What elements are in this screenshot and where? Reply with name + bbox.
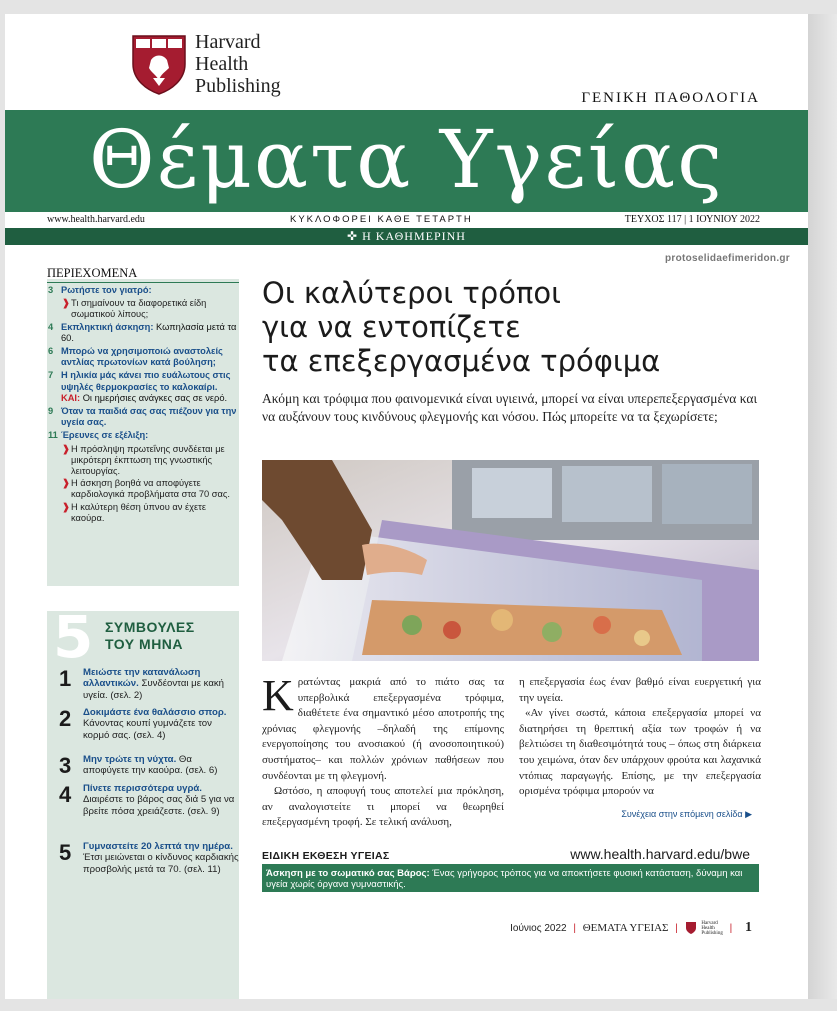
bullet-icon: ❱ [62,443,70,454]
tip-text: Συνδέονται με κακή υγεία. (σελ. 2) [83,678,224,701]
toc-subitem [47,444,239,478]
publisher-line: Publishing [195,75,281,97]
tips-box [47,603,239,999]
tip-item [59,783,239,817]
toc-kai-label: ΚΑΙ: [61,392,81,403]
tips-title-line: ΣΥΜΒΟΥΛΕΣ [105,619,195,635]
website-link[interactable]: www.health.harvard.edu [47,214,145,225]
issue-info: ΤΕΥΧΟΣ 117 | 1 ΙΟΥΝΙΟΥ 2022 [624,214,760,225]
special-report-title: Άσκηση με το σωματικό σας Βάρος: [266,868,430,879]
tip-item [59,841,239,875]
publisher-line: Harvard [195,31,261,53]
bullet-icon: ❱ [62,501,70,512]
toc-title: Ρωτήστε τον γιατρό: [61,285,152,295]
bullet-icon: ❱ [62,298,70,309]
tip-bold: Πίνετε περισσότερα υγρά. [83,783,202,794]
separator: | [573,923,576,934]
tip-number: 1 [59,666,72,691]
toc-title: Μπορώ να χρησιμοποιώ αναστολείς αντλίας πρωτονίων κατά βούληση; [61,346,223,368]
masthead-title: Θέματα Υγείας [88,113,725,206]
mini-publisher-name: Harvard Health Publishing [701,920,723,936]
headline-line: τα επεξεργασμένα τρόφιμα [262,344,661,378]
page-edge-shadow [808,14,837,999]
harvard-shield-logo [131,34,187,96]
toc-subitem [47,502,239,524]
tip-text: Θα αποφύγετε την καούρα. (σελ. 6) [83,754,218,777]
tips-title-line: ΤΟΥ ΜΗΝΑ [105,636,184,652]
toc-page-number: 9 [48,406,54,417]
toc-item[interactable] [47,370,239,404]
headline-line: Οι καλύτεροι τρόποι [262,276,561,310]
headline-line: για να εντοπίζετε [262,310,521,344]
toc-page-number: 11 [48,430,58,441]
article-headline [262,276,772,378]
article-paragraph: «Αν γίνει σωστά, κάποια επεξεργασία μπορεί να διατηρήσει τη θρεπτική αξία των τροφών ή να βελτιώσει τη διαθεσιμότητά τους – όπως στη διάρκεια του χειμώνα, όταν δεν υπάρχουν φρούτα και λαχανικά ντόπιας παραγωγής. Επίσης, με την επεξεργασία ορισμένα τρόφιμα μπορούν να [519,707,761,798]
toc-item[interactable] [47,430,239,441]
watermark: protoselidaefimeridon.gr [665,253,790,264]
article-paragraph: Ωστόσο, η αποφυγή τους αποτελεί μια πρόκληση, αν αναλογιστείτε τι μπορεί να θεωρηθεί επεξεργασμένη τροφή. Σε τελική ανάλυση, [262,785,504,829]
article-column-1 [262,671,504,831]
tip-text: Διαιρέστε το βάρος σας διά 5 για να βρείτε πόσα χρειάζεστε. (σελ. 9) [83,794,235,817]
table-of-contents [47,266,239,525]
toc-subitem-text: Τι σημαίνουν τα διαφορετικά είδη σωματικού λίπους; [71,298,207,320]
publisher-line: Health [195,53,249,75]
tip-number: 4 [59,782,72,807]
toc-title-rest: Κωπηλασία μετά τα 60. [61,321,237,343]
tip-bold: Δοκιμάστε ένα θαλάσσιο σπορ. [83,707,227,718]
toc-item[interactable] [47,322,239,344]
special-report-url[interactable]: www.health.harvard.edu/bwe [570,846,750,862]
frequency-text: ΚΥΚΛΟΦΟΡΕΙ ΚΑΘΕ ΤΕΤΑΡΤΗ [290,214,473,225]
footer-magazine: ΘΕΜΑΤΑ ΥΓΕΙΑΣ [582,922,669,934]
separator: | [729,923,733,934]
toc-page-number: 4 [48,321,54,332]
harvard-shield-icon [685,921,697,935]
tip-bold: Μην τρώτε τη νύχτα. [83,754,177,765]
tips-title [105,619,195,653]
bullet-icon: ❱ [62,478,70,489]
toc-kai-text: Οι ημερήσιες ανάγκες σας σε νερό. [82,392,228,403]
tip-item [59,667,239,701]
section-label: ΓΕΝΙΚΗ ΠΑΘΟΛΟΓΙΑ [581,90,760,106]
article-paragraph: η επεξεργασία έως έναν βαθμό είναι ευεργετική για την υγεία. [519,676,761,704]
toc-title: Η ηλικία μάς κάνει πιο ευάλωτους στις υψηλές θερμοκρασίες το καλοκαίρι. [61,370,231,392]
newspaper-page [5,14,808,999]
footer-month: Ιούνιος 2022 [510,923,567,934]
tip-text: Έτσι μειώνεται ο κίνδυνος καρδιακής προσβολής μετά τα 70. (σελ. 11) [83,852,239,875]
newspaper-strip: ✜ Η ΚΑΘΗΜΕΡΙΝΗ [5,228,808,245]
page-number: 1 [745,920,752,935]
article-paragraph: ρατώντας μακριά από το πιάτο σας τα υπερβολικά επεξεργασμένα τρόφιμα, διαθέτετε ένα σημαντικό μέσο αποτροπής της χρόνιας φλεγμονής –δηλαδή της επίμονης ενεργοποίησης του ανοσιακού (ή ανοσοποιητικού) συστήματος– και πολλών χρόνιων παθήσεων που συνδέονται με τη φλεγμονή. [262,676,504,782]
toc-subitem-text: Η άσκηση βοηθά να αποφύγετε καρδιολογικά προβλήματα στα 70 σας. [71,478,230,500]
toc-title: Όταν τα παιδιά σας σας πιέζουν για την υγεία σας. [61,406,237,428]
separator: | [675,923,678,934]
toc-page-number: 3 [48,285,54,295]
page-footer [510,920,752,936]
toc-title: Εκπληκτική άσκηση: [61,321,154,332]
tip-number: 5 [59,840,72,865]
article-column-2 [519,675,761,800]
tip-text: Κάνοντας κουπί γυμνάζετε τον κορμό σας. (σελ. 4) [83,718,212,741]
toc-page-number: 6 [48,346,54,357]
tips-big-number: 5 [53,603,94,671]
masthead [5,110,808,212]
toc-title: Έρευνες σε εξέλιξη: [61,430,149,441]
toc-item[interactable] [47,285,239,296]
toc-subitem [47,478,239,500]
publisher-name [195,31,281,97]
supermarket-freezer-photo [262,460,759,661]
tip-item [59,754,239,777]
tip-bold: Μειώστε την κατανάλωση αλλαντικών. [83,667,201,690]
toc-item[interactable] [47,406,239,428]
tip-number: 2 [59,706,72,731]
article-deck: Ακόμη και τρόφιμα που φαινομενικά είναι υγιεινά, μπορεί να είναι υπερεπεξεργασμένα και να αυξάνουν τους κινδύνους φλεγμονής και νόσου. Πώς μπορείτε να τα ξεχωρίσετε; [262,391,758,424]
special-report-banner [262,866,759,892]
toc-page-number: 7 [48,370,54,381]
tip-bold: Γυμναστείτε 20 λεπτά την ημέρα. [83,841,233,852]
info-bar [5,212,808,228]
drop-cap: Κ [262,671,294,720]
tip-number: 3 [59,753,72,778]
toc-subitem [47,298,239,320]
continued-link[interactable]: Συνέχεια στην επόμενη σελίδα ▶ [621,809,752,819]
toc-subitem-text: Η πρόσληψη πρωτεΐνης συνδέεται με μικρότερη έκπτωση της γνωστικής λειτουργίας. [71,443,225,477]
special-report-label: ΕΙΔΙΚΗ ΕΚΘΕΣΗ ΥΓΕΙΑΣ [262,850,390,862]
special-report-desc: Ένας γρήγορος τρόπος για να αποκτήσετε φυσική κατάσταση, δύναμη και υγεία χωρίς όργανα γυμναστικής. [266,868,743,890]
toc-item[interactable] [47,346,239,368]
toc-heading: ΠΕΡΙΕΧΟΜΕΝΑ [47,266,239,283]
toc-subitem-text: Η καλύτερη θέση ύπνου αν έχετε καούρα. [71,501,206,523]
tip-item [59,707,239,741]
